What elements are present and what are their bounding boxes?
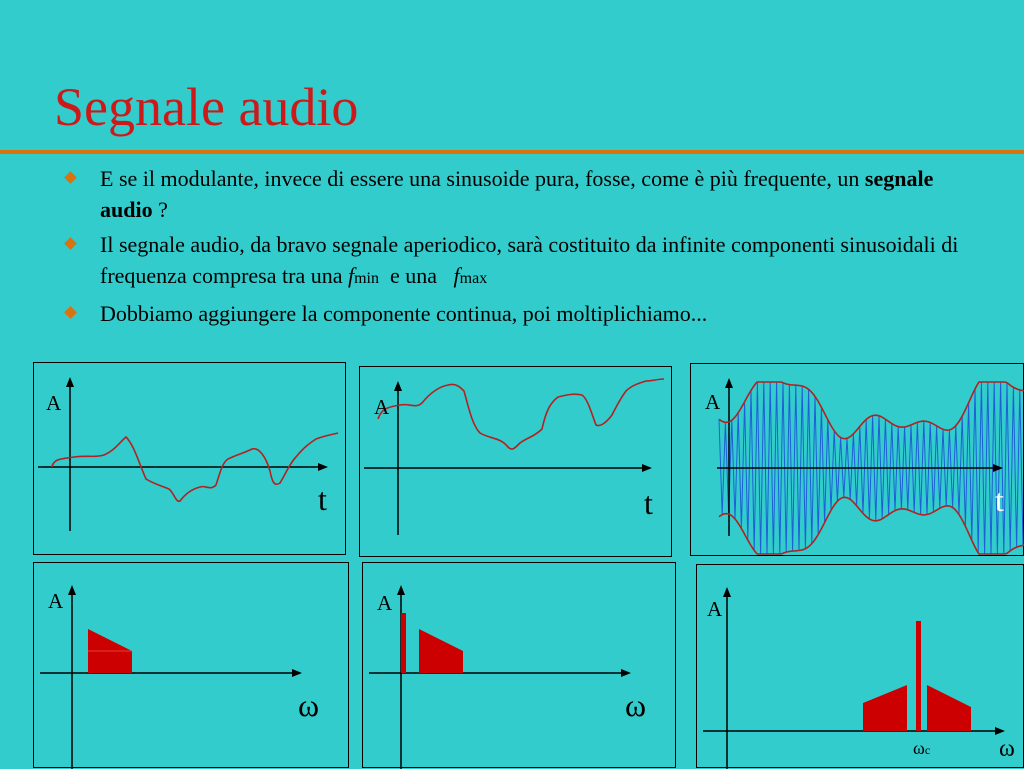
x-axis-arrow-icon — [642, 464, 652, 472]
diamond-bullet-icon — [64, 306, 77, 319]
omega-symbol: ω — [913, 738, 925, 758]
y-axis-arrow-icon — [68, 585, 76, 595]
amplitude-label: A — [374, 395, 390, 419]
amplitude-label: A — [377, 591, 393, 615]
x-axis-arrow-icon — [995, 727, 1005, 735]
lower-sideband — [863, 685, 907, 731]
x-axis-arrow-icon — [292, 669, 302, 677]
time-label: t — [318, 481, 327, 517]
bullet-text: Il segnale audio, da bravo segnale aperiodico, sarà costituito da infinite componenti sinusoidali di frequenza compresa tra una — [100, 232, 959, 288]
modulated-spectrum-plot — [697, 565, 1024, 769]
f-symbol: f — [453, 263, 460, 288]
y-axis-arrow-icon — [394, 381, 402, 391]
bullet-list — [64, 163, 964, 333]
title-divider — [0, 150, 1024, 154]
audio-spectrum-panel — [33, 562, 349, 768]
y-axis-arrow-icon — [725, 378, 733, 388]
bullet-text: e una — [379, 263, 454, 288]
fmin-subscript: min — [354, 270, 379, 287]
bullet-item — [64, 163, 964, 225]
audio-with-dc-panel — [359, 366, 672, 557]
slide-title: Segnale audio — [54, 77, 359, 137]
y-axis-arrow-icon — [66, 377, 74, 387]
amplitude-label: A — [48, 589, 64, 613]
bullet-bold-text: segnale audio — [100, 166, 934, 222]
modulated-signal-panel — [690, 363, 1024, 556]
omega-label: ω — [298, 687, 320, 723]
audio-with-dc-plot — [360, 367, 673, 558]
x-axis-arrow-icon — [318, 463, 328, 471]
audio-with-dc-waveform — [378, 379, 664, 449]
modulated-spectrum-panel — [696, 564, 1024, 768]
upper-sideband — [927, 685, 971, 731]
spectrum-with-dc-panel — [362, 562, 676, 768]
diamond-bullet-icon — [64, 237, 77, 250]
time-label: t — [644, 485, 653, 521]
audio-signal-panel — [33, 362, 346, 555]
x-axis-arrow-icon — [621, 669, 631, 677]
audio-spectrum-plot — [34, 563, 350, 769]
y-axis-arrow-icon — [397, 585, 405, 595]
audio-signal-plot — [34, 363, 347, 556]
bullet-text: ? — [152, 197, 168, 222]
bullet-text: E se il modulante, invece di essere una sinusoide pura, fosse, come è più frequente, un — [100, 166, 865, 191]
y-axis-arrow-icon — [723, 587, 731, 597]
dc-component-line — [401, 613, 406, 673]
bullet-item — [64, 229, 964, 294]
f-symbol: f — [347, 263, 355, 288]
audio-band-spectrum — [419, 629, 463, 673]
carrier-subscript: c — [924, 743, 931, 757]
modulated-signal-plot — [691, 364, 1024, 557]
amplitude-label: A — [46, 391, 62, 415]
bullet-item — [64, 298, 964, 329]
time-label: t — [995, 482, 1004, 518]
carrier-frequency-label — [913, 739, 930, 757]
carrier-line — [916, 621, 921, 731]
fmax-subscript: max — [459, 270, 488, 287]
omega-label: ω — [999, 736, 1015, 762]
omega-label: ω — [625, 687, 647, 723]
x-axis-arrow-icon — [993, 464, 1003, 472]
amplitude-label: A — [707, 597, 723, 621]
amplitude-label: A — [705, 390, 721, 414]
bullet-text: Dobbiamo aggiungere la componente continua, poi moltiplichiamo... — [100, 301, 708, 326]
diamond-bullet-icon — [64, 171, 77, 184]
spectrum-with-dc-plot — [363, 563, 677, 769]
